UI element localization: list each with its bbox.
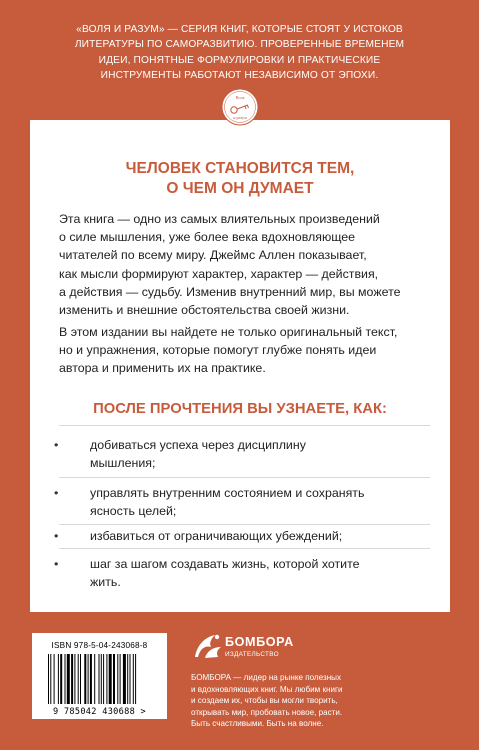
divider: [59, 524, 430, 525]
series-line: «ВОЛЯ И РАЗУМ» — СЕРИЯ КНИГ, КОТОРЫЕ СТОЯТ У ИСТОКОВ: [76, 24, 403, 35]
publisher-blurb-line: БОМБОРА — лидер на рынке полезных: [191, 673, 342, 682]
publisher-blurb-line: открывать мир, пробовать новое, расти.: [191, 707, 343, 717]
bullet-item: [90, 484, 430, 520]
edition-paragraph: [59, 323, 429, 378]
divider: [59, 477, 430, 478]
headline: [30, 159, 450, 198]
publisher-blurb-line: Быть счастливыми. Быть на волне.: [191, 719, 324, 729]
intro-line: о силе мышления, уже более века вдохновляющее: [59, 230, 356, 245]
barcode-block: [32, 633, 167, 719]
divider: [59, 425, 430, 426]
bullet-line: добиваться успеха через дисциплину: [90, 438, 306, 452]
intro-line: изменить и внешние обстоятельства своей жизни.: [59, 303, 350, 318]
bullet-item: [90, 436, 430, 472]
content-card: [30, 120, 450, 612]
bullet-line: избавиться от ограничивающих убеждений;: [90, 529, 343, 543]
barcode-digits: 9 785042 430688 >: [52, 707, 147, 717]
bullet-line: шаг за шагом создавать жизнь, которой хотите: [90, 557, 360, 571]
bullet-item: [90, 527, 430, 545]
svg-text:и разум: и разум: [233, 115, 247, 120]
headline-line: ЧЕЛОВЕК СТАНОВИТСЯ ТЕМ,: [125, 160, 355, 177]
publisher-blurb-line: и создаем их, чтобы вы могли творить,: [191, 696, 338, 706]
intro-paragraph: [59, 210, 429, 319]
edition-line: но и упражнения, которые помогут глубже понять идеи: [59, 343, 377, 358]
isbn-text: ISBN 978-5-04-243068-8: [51, 641, 148, 650]
learn-heading: ПОСЛЕ ПРОЧТЕНИЯ ВЫ УЗНАЕТЕ, КАК:: [93, 401, 387, 417]
svg-text:Воля: Воля: [235, 95, 245, 100]
key-emblem-icon: [221, 88, 259, 126]
barcode: [48, 654, 152, 706]
series-line: ИДЕИ, ПОНЯТНЫЕ ФОРМУЛИРОВКИ И ПРАКТИЧЕСКИЕ: [98, 54, 381, 66]
bullet-line: мышления;: [90, 456, 156, 471]
headline-line: О ЧЕМ ОН ДУМАЕТ: [166, 179, 314, 197]
publisher-blurb: [191, 672, 359, 730]
bullet-marker: •: [54, 557, 59, 571]
publisher-blurb-line: и вдохновляющих книг. Мы любим книги: [191, 684, 343, 694]
edition-line: В этом издании вы найдете не только оригинальный текст,: [59, 325, 398, 339]
bullet-line: жить.: [90, 575, 121, 590]
publisher-name: БОМБОРА: [225, 635, 294, 649]
bullet-marker: •: [54, 529, 59, 543]
publisher-subtitle: ИЗДАТЕЛЬСТВО: [225, 651, 279, 658]
bullet-marker: •: [54, 438, 59, 452]
bullet-line: ясность целей;: [90, 504, 177, 519]
bullet-marker: •: [54, 486, 59, 500]
series-line: ИНСТРУМЕНТЫ РАБОТАЮТ НЕЗАВИСИМО ОТ ЭПОХИ.: [100, 70, 379, 82]
edition-line: автора и применить их на практике.: [59, 361, 266, 376]
intro-line: читателей по всему миру. Джеймс Аллен показывает,: [59, 248, 367, 263]
intro-line: как мысли формируют характер, характер — действия,: [59, 266, 379, 281]
bullet-item: [90, 555, 430, 591]
intro-line: а действия — судьбу. Изменив внутренний мир, вы можете: [59, 284, 401, 299]
bullet-line: управлять внутренним состоянием и сохранять: [90, 486, 365, 500]
divider: [59, 548, 430, 549]
series-description: [30, 22, 449, 84]
series-line: ЛИТЕРАТУРЫ ПО САМОРАЗВИТИЮ. ПРОВЕРЕННЫЕ ВРЕМЕНЕМ: [74, 39, 405, 51]
intro-line: Эта книга — одно из самых влиятельных произведений: [59, 212, 380, 226]
